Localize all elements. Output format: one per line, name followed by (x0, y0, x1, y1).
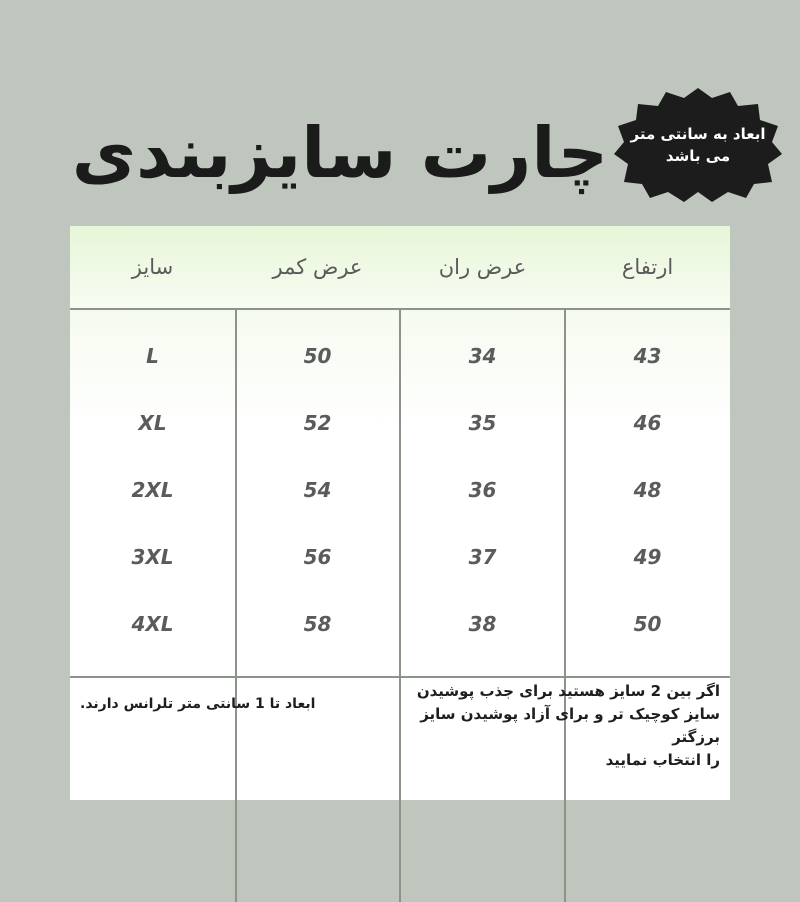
cell-thigh: 36 (468, 477, 497, 502)
table-row (70, 456, 730, 523)
cell-waist: 54 (303, 477, 332, 502)
note-line-2: سایز کوچیک تر و برای آزاد پوشیدن سایز برزگتر (420, 705, 720, 746)
cell-thigh: 34 (468, 343, 497, 368)
cell-waist: 58 (303, 611, 332, 636)
badge-line-2: می باشد (665, 147, 731, 165)
cell-size: 4XL (131, 611, 174, 636)
table-row (70, 322, 730, 389)
header-size: سایز (131, 255, 174, 279)
table-bottom-line (70, 676, 730, 678)
table-row (70, 523, 730, 590)
size-selection-note (400, 680, 720, 772)
table-body (70, 322, 730, 658)
size-chart-card (70, 226, 730, 800)
cell-waist: 52 (303, 410, 332, 435)
tolerance-note: ابعاد تا 1 سانتی متر تلرانس دارند. (80, 696, 316, 712)
cell-thigh: 37 (468, 544, 497, 569)
table-header-row (70, 226, 730, 310)
cell-thigh: 35 (468, 410, 497, 435)
unit-badge (612, 86, 784, 204)
header-thigh-width: عرض ران (438, 255, 527, 279)
header-height: ارتفاع (621, 255, 674, 279)
table-row (70, 389, 730, 456)
badge-line-1: ابعاد به سانتی متر (630, 125, 766, 143)
cell-size: XL (138, 410, 167, 435)
note-line-1: اگر بین 2 سایز هستید برای جذب پوشیدن (416, 682, 720, 700)
note-line-3: را انتخاب نمایید (605, 751, 720, 769)
table-row (70, 590, 730, 657)
cell-height: 43 (633, 343, 662, 368)
cell-height: 46 (633, 410, 662, 435)
cell-height: 48 (633, 477, 662, 502)
cell-thigh: 38 (468, 611, 497, 636)
cell-size: 2XL (131, 477, 174, 502)
cell-size: 3XL (131, 544, 174, 569)
header-waist-width: عرض کمر (272, 255, 363, 279)
cell-height: 50 (633, 611, 662, 636)
page-title: چارت سایزبندی (71, 112, 609, 194)
cell-waist: 56 (303, 544, 332, 569)
cell-height: 49 (633, 544, 662, 569)
cell-size: L (146, 343, 159, 368)
cell-waist: 50 (303, 343, 332, 368)
